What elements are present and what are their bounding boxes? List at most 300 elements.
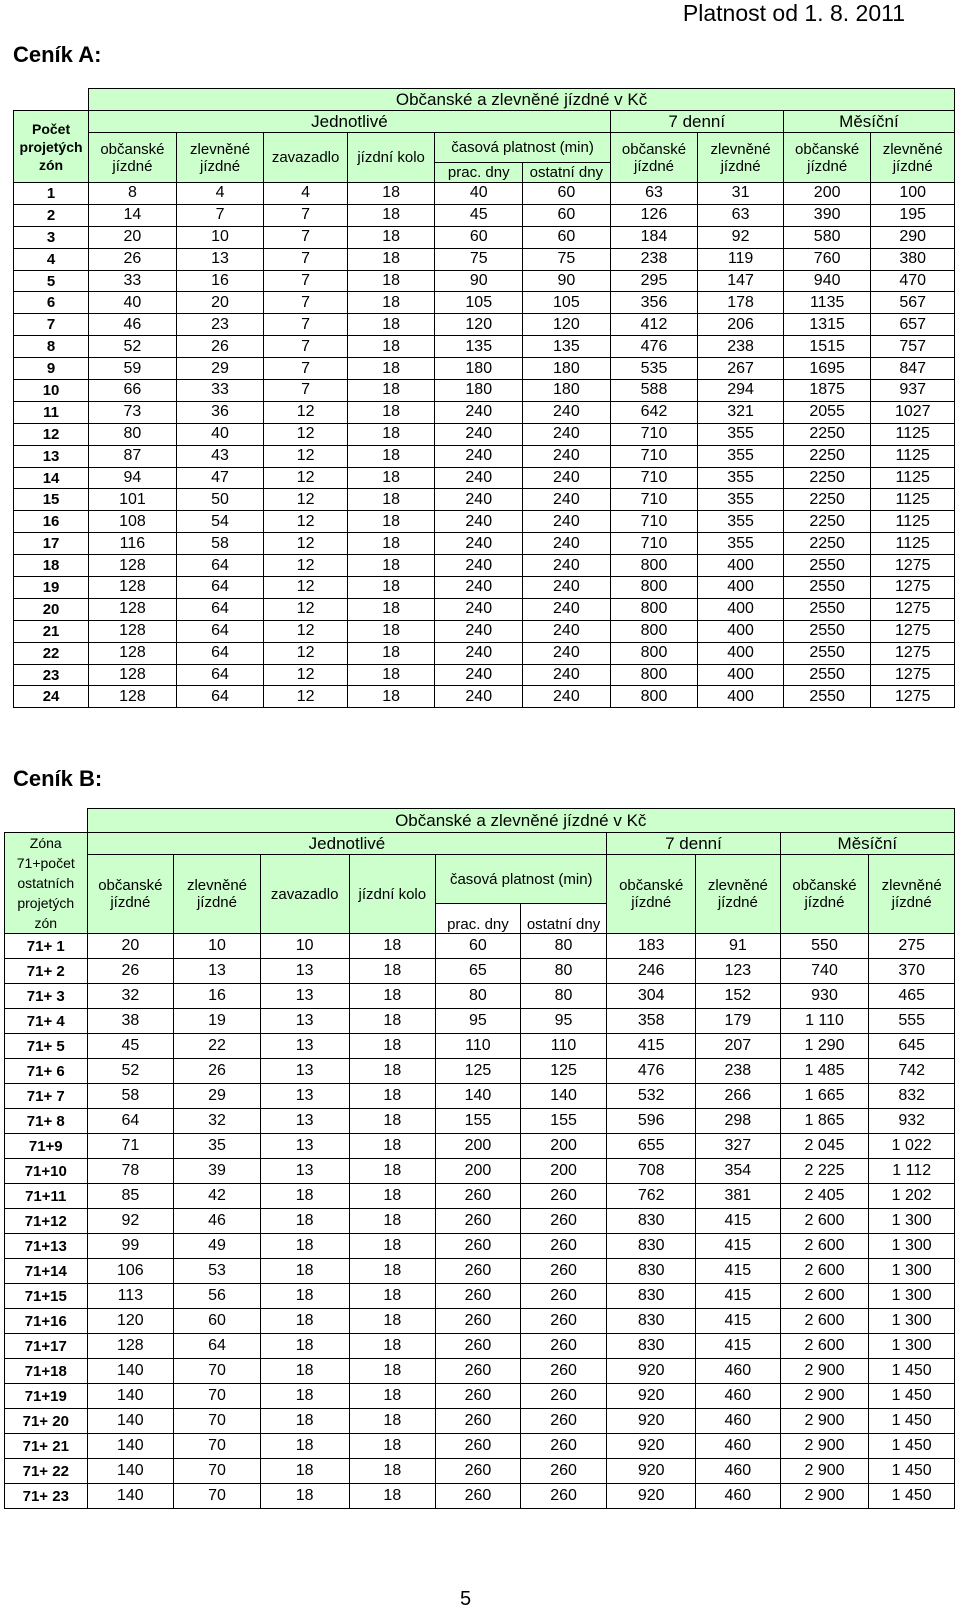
price-cell: 7 [176,204,264,226]
price-cell: 18 [260,1334,349,1359]
price-cell: 260 [436,1459,521,1484]
price-cell: 294 [698,380,784,402]
price-cell: 32 [87,984,174,1009]
price-cell: 240 [523,511,611,533]
price-cell: 381 [696,1184,781,1209]
price-cell: 920 [607,1409,696,1434]
price-cell: 70 [174,1459,261,1484]
price-cell: 240 [435,555,523,577]
price-cell: 2550 [783,686,871,708]
price-cell: 13 [260,1159,349,1184]
price-cell: 105 [523,292,611,314]
price-cell: 1125 [871,423,955,445]
table-row [14,555,955,577]
price-cell: 460 [696,1384,781,1409]
price-cell: 550 [780,934,869,959]
price-cell: 135 [523,336,611,358]
zone-cell: 22 [14,642,89,664]
price-cell: 762 [607,1184,696,1209]
zone-cell: 24 [14,686,89,708]
price-cell: 155 [436,1109,521,1134]
price-cell: 70 [174,1359,261,1384]
price-cell: 7 [264,204,347,226]
table-row [14,226,955,248]
price-cell: 260 [436,1409,521,1434]
zone-cell: 71+17 [5,1334,88,1359]
price-cell: 10 [260,934,349,959]
price-cell: 18 [347,686,435,708]
zone-cell: 71+18 [5,1359,88,1384]
price-cell: 200 [783,183,871,205]
price-cell: 800 [610,598,698,620]
price-cell: 18 [347,314,435,336]
price-cell: 180 [435,380,523,402]
price-cell: 1125 [871,467,955,489]
price-cell: 535 [610,358,698,380]
price-cell: 7 [264,248,347,270]
price-cell: 260 [520,1309,607,1334]
price-cell: 4 [176,183,264,205]
price-cell: 18 [349,959,436,984]
zone-cell: 71+ 1 [5,934,88,959]
zone-cell: 71+12 [5,1209,88,1234]
price-cell: 415 [696,1334,781,1359]
price-cell: 18 [347,489,435,511]
price-cell: 567 [871,292,955,314]
price-cell: 380 [871,248,955,270]
price-cell: 260 [436,1259,521,1284]
price-cell: 240 [523,533,611,555]
price-cell: 260 [520,1334,607,1359]
price-cell: 12 [264,620,347,642]
price-cell: 930 [780,984,869,1009]
price-cell: 18 [347,358,435,380]
price-cell: 260 [436,1484,521,1509]
price-cell: 2 600 [780,1259,869,1284]
price-cell: 1 485 [780,1059,869,1084]
table-row [5,1009,955,1034]
price-cell: 415 [696,1234,781,1259]
header-other-days: ostatní dny [523,163,611,183]
price-cell: 7 [264,226,347,248]
price-cell: 260 [520,1234,607,1259]
table-a-body [14,183,955,708]
price-cell: 400 [698,642,784,664]
price-cell: 90 [435,270,523,292]
price-cell: 1 202 [869,1184,955,1209]
price-cell: 23 [176,314,264,336]
price-cell: 832 [869,1084,955,1109]
price-cell: 2550 [783,555,871,577]
price-cell: 18 [349,1084,436,1109]
price-cell: 135 [435,336,523,358]
price-cell: 800 [610,664,698,686]
price-cell: 2 900 [780,1484,869,1509]
price-cell: 125 [520,1059,607,1084]
price-cell: 260 [436,1309,521,1334]
price-cell: 1 290 [780,1034,869,1059]
price-cell: 740 [780,959,869,984]
zone-cell: 71+11 [5,1184,88,1209]
price-cell: 460 [696,1409,781,1434]
price-cell: 64 [176,686,264,708]
price-cell: 64 [176,664,264,686]
price-cell: 13 [260,1034,349,1059]
price-cell: 45 [435,204,523,226]
table-row [14,577,955,599]
price-cell: 18 [347,270,435,292]
price-cell: 1 450 [869,1384,955,1409]
price-cell: 708 [607,1159,696,1184]
price-cell: 18 [260,1384,349,1409]
price-cell: 70 [174,1484,261,1509]
table-row [5,1234,955,1259]
header-top: Občanské a zlevněné jízdné v Kč [89,89,955,111]
price-cell: 710 [610,533,698,555]
table-row [14,664,955,686]
price-cell: 327 [696,1134,781,1159]
price-cell: 2550 [783,664,871,686]
price-cell: 14 [89,204,177,226]
price-cell: 645 [869,1034,955,1059]
price-cell: 52 [89,336,177,358]
price-cell: 1027 [871,401,955,423]
price-cell: 355 [698,511,784,533]
table-row [14,445,955,467]
price-cell: 246 [607,959,696,984]
price-cell: 128 [89,620,177,642]
price-cell: 1275 [871,620,955,642]
price-cell: 155 [520,1109,607,1134]
price-cell: 18 [260,1184,349,1209]
price-cell: 80 [520,959,607,984]
price-cell: 16 [174,984,261,1009]
price-cell: 100 [871,183,955,205]
price-cell: 66 [89,380,177,402]
price-cell: 64 [87,1109,174,1134]
price-cell: 40 [435,183,523,205]
price-cell: 2 900 [780,1384,869,1409]
header-single-b: Jednotlivé [87,833,607,855]
price-cell: 178 [698,292,784,314]
price-cell: 460 [696,1484,781,1509]
price-cell: 1695 [783,358,871,380]
price-cell: 710 [610,423,698,445]
price-cell: 18 [347,620,435,642]
price-cell: 18 [260,1434,349,1459]
price-cell: 18 [347,533,435,555]
price-cell: 642 [610,401,698,423]
price-cell: 60 [523,183,611,205]
price-cell: 29 [176,358,264,380]
price-cell: 128 [87,1334,174,1359]
price-cell: 1 300 [869,1284,955,1309]
price-cell: 18 [349,1459,436,1484]
zone-cell: 18 [14,555,89,577]
price-cell: 2250 [783,511,871,533]
table-row [5,1409,955,1434]
table-row [14,401,955,423]
price-cell: 2 225 [780,1159,869,1184]
price-cell: 1875 [783,380,871,402]
header-monthly-civil: občanské jízdné [783,133,871,183]
price-cell: 65 [436,959,521,984]
price-cell: 18 [347,401,435,423]
price-cell: 147 [698,270,784,292]
price-cell: 240 [523,489,611,511]
price-cell: 18 [349,1159,436,1184]
price-cell: 240 [523,686,611,708]
price-cell: 932 [869,1109,955,1134]
price-cell: 260 [520,1209,607,1234]
price-cell: 260 [436,1434,521,1459]
price-cell: 110 [436,1034,521,1059]
zone-cell: 15 [14,489,89,511]
price-cell: 140 [87,1409,174,1434]
price-cell: 757 [871,336,955,358]
zone-cell: 1 [14,183,89,205]
price-cell: 710 [610,511,698,533]
header-workdays-b: prac. dny [436,904,521,934]
price-cell: 46 [174,1209,261,1234]
price-cell: 39 [174,1159,261,1184]
price-cell: 240 [435,642,523,664]
zone-cell: 14 [14,467,89,489]
price-cell: 2 600 [780,1284,869,1309]
price-cell: 18 [349,984,436,1009]
price-cell: 59 [89,358,177,380]
price-cell: 18 [349,1309,436,1334]
price-cell: 87 [89,445,177,467]
zone-cell: 10 [14,380,89,402]
price-cell: 54 [176,511,264,533]
price-cell: 2250 [783,423,871,445]
header-civil-b: občanské jízdné [87,855,174,934]
price-cell: 476 [607,1059,696,1084]
price-cell: 140 [87,1459,174,1484]
price-cell: 1125 [871,533,955,555]
table-row [14,423,955,445]
table-row [14,204,955,226]
price-cell: 140 [87,1359,174,1384]
table-row [14,686,955,708]
price-cell: 580 [783,226,871,248]
price-cell: 195 [871,204,955,226]
price-cell: 1 450 [869,1434,955,1459]
price-cell: 18 [347,183,435,205]
zone-cell: 23 [14,664,89,686]
price-cell: 120 [523,314,611,336]
price-cell: 12 [264,555,347,577]
section-title-a: Ceník A: [13,42,102,67]
price-cell: 80 [520,934,607,959]
price-cell: 18 [260,1409,349,1434]
price-cell: 101 [89,489,177,511]
price-cell: 13 [174,959,261,984]
price-cell: 10 [176,226,264,248]
header-7day-civil: občanské jízdné [610,133,698,183]
price-cell: 183 [607,934,696,959]
price-cell: 400 [698,577,784,599]
price-cell: 140 [87,1484,174,1509]
price-cell: 742 [869,1059,955,1084]
price-cell: 60 [436,934,521,959]
price-cell: 400 [698,686,784,708]
price-cell: 240 [523,555,611,577]
price-cell: 60 [523,226,611,248]
price-cell: 2 405 [780,1184,869,1209]
price-cell: 240 [523,467,611,489]
price-cell: 18 [347,511,435,533]
price-cell: 400 [698,555,784,577]
table-row [14,511,955,533]
price-cell: 128 [89,577,177,599]
price-cell: 847 [871,358,955,380]
price-cell: 260 [520,1434,607,1459]
price-cell: 13 [260,1059,349,1084]
price-cell: 95 [436,1009,521,1034]
price-cell: 1 450 [869,1359,955,1384]
header-zone-count: Počet projetých zón [14,111,89,183]
price-cell: 240 [435,511,523,533]
price-cell: 260 [436,1284,521,1309]
price-cell: 70 [174,1384,261,1409]
price-cell: 1515 [783,336,871,358]
price-cell: 2250 [783,445,871,467]
price-cell: 260 [436,1334,521,1359]
table-row [5,1384,955,1409]
price-cell: 240 [435,598,523,620]
price-cell: 16 [176,270,264,292]
price-cell: 260 [436,1184,521,1209]
price-cell: 18 [349,1034,436,1059]
price-cell: 295 [610,270,698,292]
price-cell: 830 [607,1284,696,1309]
price-cell: 1 300 [869,1209,955,1234]
price-cell: 64 [176,642,264,664]
price-cell: 7 [264,336,347,358]
price-cell: 238 [696,1059,781,1084]
page-number: 5 [460,1588,472,1610]
price-cell: 20 [89,226,177,248]
price-cell: 140 [520,1084,607,1109]
price-cell: 42 [174,1184,261,1209]
price-cell: 2 900 [780,1459,869,1484]
price-cell: 1 450 [869,1484,955,1509]
price-cell: 1 450 [869,1459,955,1484]
price-cell: 260 [436,1234,521,1259]
price-cell: 18 [349,1384,436,1409]
price-cell: 400 [698,620,784,642]
price-cell: 532 [607,1084,696,1109]
price-cell: 400 [698,664,784,686]
zone-cell: 71+ 4 [5,1009,88,1034]
price-cell: 85 [87,1184,174,1209]
table-row [5,1259,955,1284]
header-civil: občanské jízdné [89,133,177,183]
price-cell: 240 [523,423,611,445]
price-cell: 8 [89,183,177,205]
price-cell: 1 300 [869,1259,955,1284]
price-cell: 920 [607,1384,696,1409]
price-cell: 18 [349,1234,436,1259]
price-cell: 1 665 [780,1084,869,1109]
price-cell: 18 [349,1059,436,1084]
table-row [14,489,955,511]
price-cell: 60 [174,1309,261,1334]
price-cell: 240 [523,445,611,467]
price-cell: 354 [696,1159,781,1184]
price-cell: 940 [783,270,871,292]
header-reduced-b: zlevněné jízdné [174,855,261,934]
price-cell: 7 [264,292,347,314]
price-cell: 18 [260,1284,349,1309]
price-cell: 22 [174,1034,261,1059]
table-row [14,270,955,292]
price-cell: 920 [607,1359,696,1384]
price-cell: 18 [349,1484,436,1509]
price-cell: 2550 [783,598,871,620]
table-row [5,1184,955,1209]
price-cell: 18 [347,664,435,686]
header-7day-reduced-b: zlevněné jízdné [696,855,781,934]
price-cell: 105 [435,292,523,314]
price-cell: 240 [435,686,523,708]
price-cell: 13 [260,1084,349,1109]
price-cell: 655 [607,1134,696,1159]
price-cell: 49 [174,1234,261,1259]
price-cell: 356 [610,292,698,314]
price-cell: 2 600 [780,1334,869,1359]
price-cell: 45 [87,1034,174,1059]
price-cell: 12 [264,686,347,708]
price-cell: 18 [347,598,435,620]
price-cell: 12 [264,489,347,511]
price-cell: 75 [523,248,611,270]
price-cell: 206 [698,314,784,336]
price-cell: 1275 [871,577,955,599]
price-cell: 128 [89,664,177,686]
price-cell: 19 [174,1009,261,1034]
price-cell: 18 [347,577,435,599]
zone-cell: 71+ 20 [5,1409,88,1434]
price-cell: 240 [435,445,523,467]
price-cell: 7 [264,358,347,380]
price-cell: 18 [349,1334,436,1359]
price-cell: 140 [87,1434,174,1459]
validity-date: Platnost od 1. 8. 2011 [682,0,905,26]
price-cell: 710 [610,489,698,511]
price-cell: 355 [698,489,784,511]
price-cell: 99 [87,1234,174,1259]
zone-cell: 71+9 [5,1134,88,1159]
price-cell: 275 [869,934,955,959]
price-cell: 1125 [871,489,955,511]
price-cell: 73 [89,401,177,423]
header-7day-civil-b: občanské jízdné [607,855,696,934]
table-row [5,1459,955,1484]
price-cell: 596 [607,1109,696,1134]
zone-cell: 71+ 6 [5,1059,88,1084]
price-cell: 260 [520,1359,607,1384]
price-cell: 830 [607,1334,696,1359]
price-cell: 304 [607,984,696,1009]
price-cell: 18 [347,292,435,314]
price-cell: 1 300 [869,1309,955,1334]
price-cell: 70 [174,1434,261,1459]
price-cell: 238 [698,336,784,358]
price-cell: 33 [176,380,264,402]
